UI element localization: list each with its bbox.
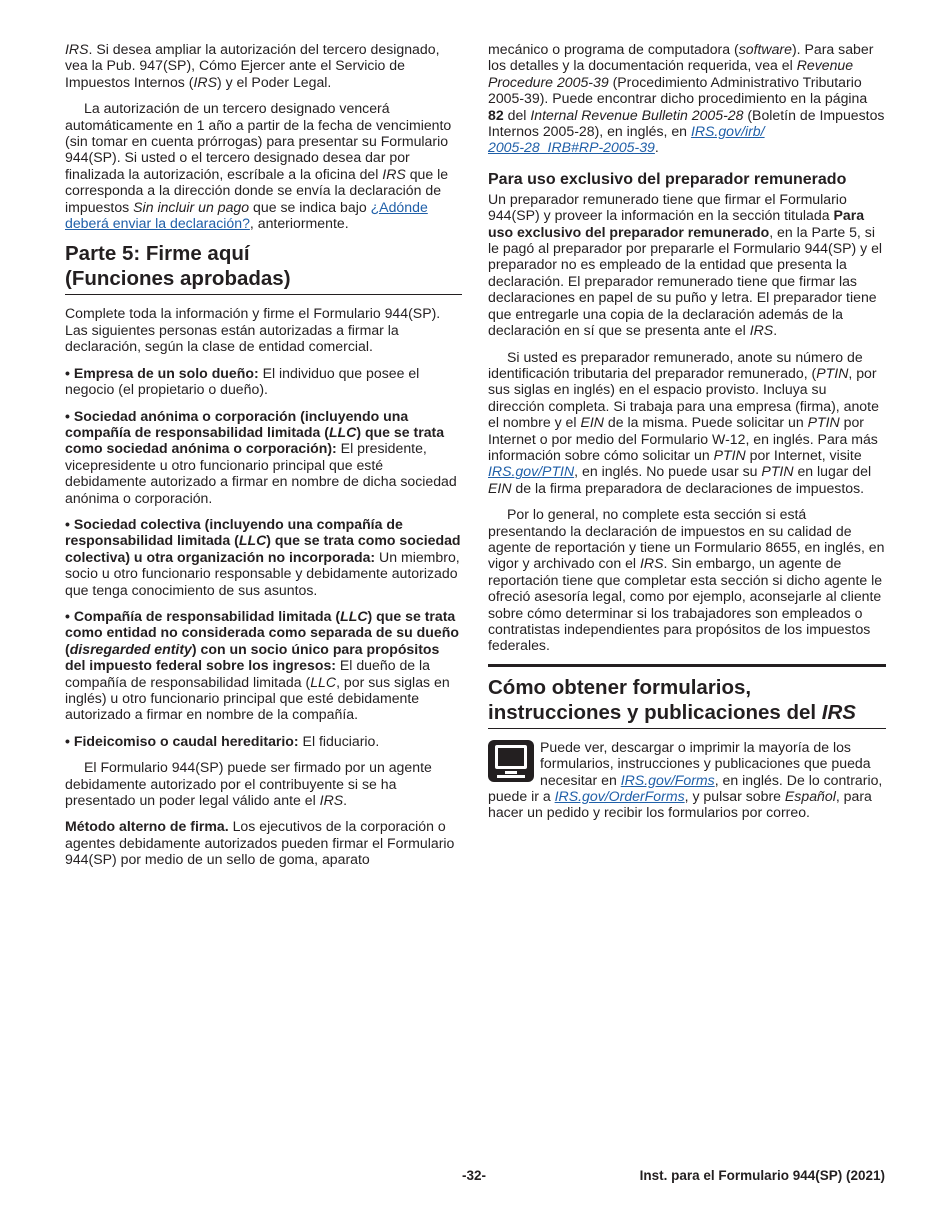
paid-preparer-paragraph: Un preparador remunerado tiene que firmar el Formulario 944(SP) y proveer la información en la sección titulada Para uso exclusivo del preparador remunerado, en la Parte 5, si le pagó al preparador por prepararle el Formulario 944(SP) y el preparador no es empleado de la entidad que presenta la declaración. El preparador remunerado tiene que firmar las declaraciones en papel de su puño y letra. El preparador tiene que entregarle una copia de la declaración además de la declaración en sí que se presenta ante el IRS. — [488, 190, 883, 339]
designee-expiration-paragraph: La autorización de un tercero designado vencerá automáticamente en 1 año a partir de la fecha de vencimiento (sin tomar en cuenta prórrogas) para presentar su Formulario 944(SP). Si usted o el tercero designado desea dar por finalizada la autorización, escríbale a la oficina del IRS que le corresponda a la dirección donde se envía la declaración de impuestos Sin incluir un pago que se indica bajo ¿Adónde deberá enviar la declaración?, anteriormente. — [65, 100, 452, 232]
bullet-corporation: • Sociedad anónima o corporación (incluyendo una compañía de responsabilidad limitada (LLC) que se trata como sociedad anónima o corporación): El presidente, vicepresidente u otro funcionario principal que esté debidamente autorizado a firmar en nombre de dicha sociedad anónima o corporación. — [65, 407, 457, 506]
left-column — [65, 41, 462, 878]
bullet-sole-proprietorship: • Empresa de un solo dueño: El individuo que posee el negocio (el propietario o dueño). — [65, 364, 420, 398]
bullet-single-member-llc: • Compañía de responsabilidad limitada (LLC) que se trata como entidad no considerada como separada de su dueño (disregarded entity) con un socio único para propósitos del impuesto federal sobre los ingresos: El dueño de la compañía de responsabilidad limitada (LLC, por sus siglas en inglés) u otro funcionario principal que esté debidamente autorizado a firmar en nombre de la compañía. — [65, 607, 459, 723]
paid-preparer-heading: Para uso exclusivo del preparador remunerado — [488, 170, 847, 188]
forms-link[interactable]: IRS.gov/Forms — [620, 771, 715, 788]
bullet-trust-estate: • Fideicomiso o caudal hereditario: El fiduciario. — [65, 732, 380, 749]
where-to-file-link[interactable]: ¿Adónde deberá enviar la declaración? — [65, 198, 428, 232]
forms-paragraph: Puede ver, descargar o imprimir la mayoría de los formularios, instrucciones y publicaciones que pueda necesitar en IRS.gov/Forms, en inglés. De lo contrario, puede ir a IRS.gov/OrderForms, y pulsar sobre Español, para hacer un pedido y recibir los formularios por correo. — [488, 738, 883, 821]
how-to-get-forms-heading: Cómo obtener formularios, instrucciones y publicaciones del IRS — [488, 664, 886, 729]
page-number: -32- — [462, 1168, 487, 1183]
signers-intro: Complete toda la información y firme el Formulario 944(SP). Las siguientes personas están autorizadas a firmar la declaración, según la clase de entidad comercial. — [65, 305, 441, 355]
agent-signature-paragraph: El Formulario 944(SP) puede ser firmado por un agente debidamente autorizado por el contribuyente si se ha presentado un poder legal válido ante el IRS. — [65, 759, 432, 809]
bullet-partnership: • Sociedad colectiva (incluyendo una compañía de responsabilidad limitada (LLC) que se trata como sociedad colectiva) u otra organización no incorporada: Un miembro, socio u otro funcionario responsable y debidamente autorizado que tenga conocimiento de sus asuntos. — [65, 515, 461, 598]
designee-paragraph-end: IRS. Si desea ampliar la autorización del tercero designado, vea la Pub. 947(SP), Cómo Ejercer ante el Servicio de Impuestos Internos (IRS) y el Poder Legal. — [65, 41, 440, 90]
order-forms-link[interactable]: IRS.gov/OrderForms — [554, 788, 685, 805]
alternative-signature-paragraph: Método alterno de firma. Los ejecutivos de la corporación o agentes debidamente autorizados pueden firmar el Formulario 944(SP) por medio de un sello de goma, aparato — [65, 818, 455, 868]
rev-proc-paragraph: mecánico o programa de computadora (software). Para saber los detalles y la documentación requerida, vea el Revenue Procedure 2005-39 (Procedimiento Administrativo Tributario 2005-39). Puede encontrar dicho procedimiento en la página 82 del Internal Revenue Bulletin 2005-28 (Boletín de Impuestos Internos 2005-28), en inglés, en IRS.gov/irb/ 2005-28_IRB#RP-2005-39. — [488, 41, 885, 156]
computer-monitor-icon — [488, 740, 534, 782]
ptin-link[interactable]: IRS.gov/PTIN — [488, 463, 575, 480]
reporting-agent-paragraph: Por lo general, no complete esta sección si está presentando la declaración de impuestos en su calidad de agente de reportación y tiene un Formulario 8655, en inglés, en vigor y archivado con el IRS. Sin embargo, un agente de reportación tiene que completar esta sección si dicho agente le ofreció asesoría legal, como por ejemplo, aconsejarle al cliente sobre cómo determinar si los trabajadores son empleados o contratistas independientes para propósitos de los impuestos federales. — [488, 506, 885, 654]
irb-link[interactable]: IRS.gov/irb/ 2005-28_IRB#RP-2005-39 — [488, 123, 765, 156]
ptin-paragraph: Si usted es preparador remunerado, anote su número de identificación tributaria del preparador remunerado, (PTIN, por sus siglas en inglés) en el espacio provisto. Incluya su dirección completa. Si trabaja para una empresa (firma), anote el nombre y el EIN de la misma. Puede solicitar un PTIN por Internet o por medio del Formulario W-12, en inglés. Para más información sobre cómo solicitar un PTIN por Internet, visite IRS.gov/PTIN, en inglés. No puede usar su PTIN en lugar del EIN de la firma preparadora de declaraciones de impuestos. — [488, 348, 879, 496]
document-title-footer: Inst. para el Formulario 944(SP) (2021) — [639, 1168, 885, 1183]
right-column — [488, 41, 886, 821]
part5-heading: Parte 5: Firme aquí (Funciones aprobadas) — [65, 241, 462, 295]
